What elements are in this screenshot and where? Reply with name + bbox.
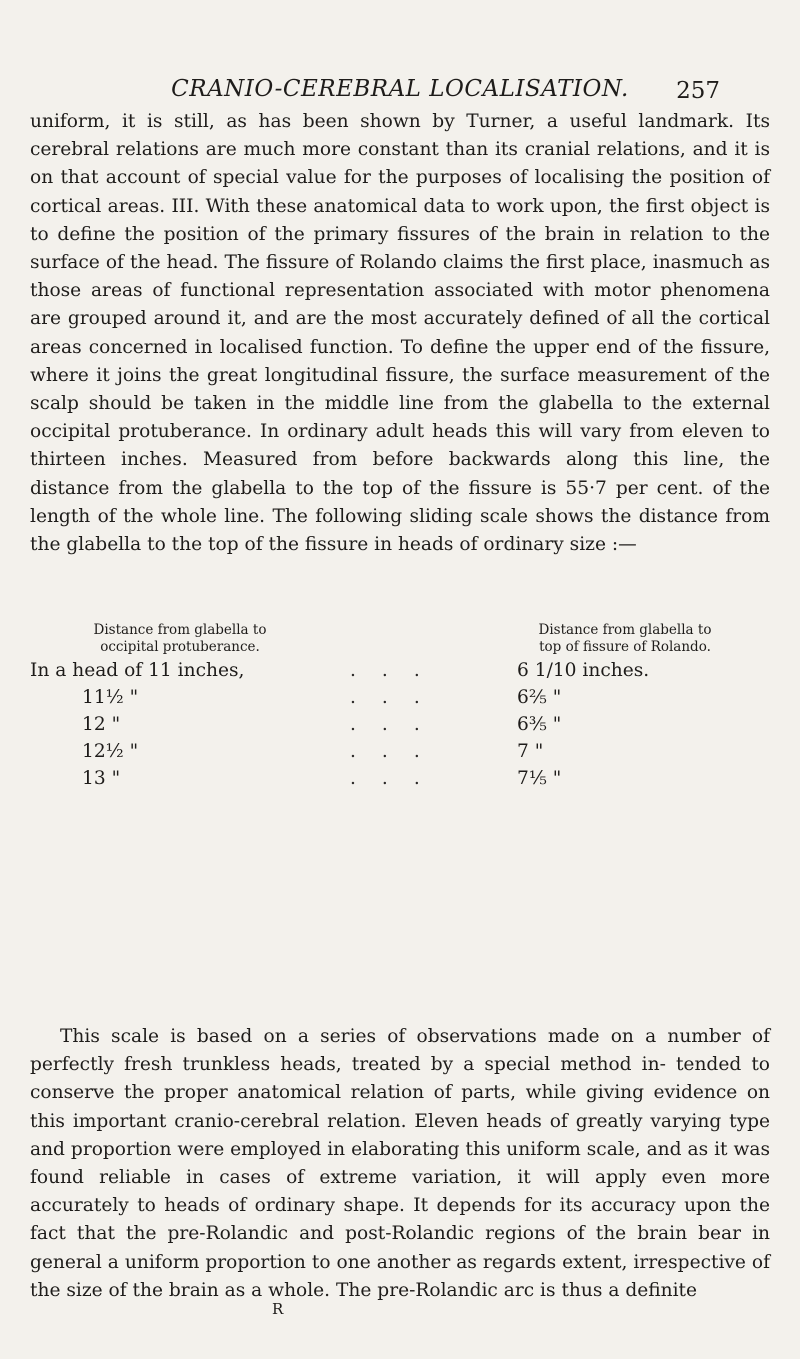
column-header-head-size-line1: Distance from glabella to xyxy=(93,622,267,638)
head-size-cell: 11½ " xyxy=(82,687,139,708)
leader-dots: ... xyxy=(350,660,446,681)
table-row xyxy=(30,768,770,795)
head-size-cell: 12½ " xyxy=(82,741,139,762)
fissure-distance-cell: 7⅕ " xyxy=(517,768,562,789)
signature-mark: R xyxy=(272,1300,284,1318)
page-number: 257 xyxy=(676,78,720,104)
column-header-head-size xyxy=(30,622,330,656)
table-row xyxy=(30,687,770,714)
leader-dots: ... xyxy=(350,741,446,762)
column-header-head-size-line2: occipital protuberance. xyxy=(100,639,260,655)
leader-dots: ... xyxy=(350,714,446,735)
table-row xyxy=(30,660,770,687)
fissure-distance-cell: 6 1/10 inches. xyxy=(517,660,650,681)
paragraph-2: This scale is based on a series of observations made on a number of perfectly fresh trunkless heads, treated by a special method in- tended to conserve the proper anatomical relation of parts, while giving evidence on this important cranio-cerebral relation. Eleven heads of greatly varying type and proportion were employed in elaborating this uniform scale, and as it was found reliable in cases of extreme variation, it will apply even more accurately to heads of ordinary shape. It depends for its accuracy upon the fact that the pre-Rolandic and post-Rolandic regions of the brain bear in general a uniform proportion to one another as regards extent, irrespective of the size of the brain as a whole. The pre-Rolandic arc is thus a definite xyxy=(30,1026,770,1301)
table-row xyxy=(30,741,770,768)
paragraph-1: uniform, it is still, as has been shown by Turner, a useful landmark. Its cerebral relations are much more constant than its cranial relations, and it is on that account of special value for the purposes of localising the position of cortical areas. III. With these anatomical data to work upon, the first object is to define the position of the primary fissures of the brain in relation to the surface of the head. The fissure of Rolando claims the first place, inasmuch as those areas of functional representation associated with motor phenomena are grouped around it, and are the most accurately defined of all the cortical areas concerned in localised function. To define the upper end of the fissure, where it joins the great longitudinal fissure, the surface measurement of the scalp should be taken in the middle line from the glabella to the external occipital protuberance. In ordinary adult heads this will vary from eleven to thirteen inches. Measured from before backwards along this line, the distance from the glabella to the top of the fissure is 55·7 per cent. of the length of the whole line. The following sliding scale shows the distance from the glabella to the top of the fissure in heads of ordinary size :— xyxy=(30,111,770,556)
head-size-cell: In a head of 11 inches, xyxy=(30,660,245,681)
fissure-distance-cell: 7 " xyxy=(517,741,544,762)
leader-dots: ... xyxy=(350,687,446,708)
column-header-fissure-distance xyxy=(465,622,785,656)
table-row xyxy=(30,714,770,741)
fissure-distance-cell: 6⅗ " xyxy=(517,714,562,735)
column-header-fissure-distance-line1: Distance from glabella to xyxy=(538,622,712,638)
leader-dots: ... xyxy=(350,768,446,789)
head-size-cell: 13 " xyxy=(82,768,121,789)
fissure-distance-cell: 6⅖ " xyxy=(517,687,562,708)
running-title: CRANIO-CEREBRAL LOCALISATION. xyxy=(171,76,629,102)
column-header-fissure-distance-line2: top of fissure of Rolando. xyxy=(539,639,711,655)
head-size-cell: 12 " xyxy=(82,714,121,735)
